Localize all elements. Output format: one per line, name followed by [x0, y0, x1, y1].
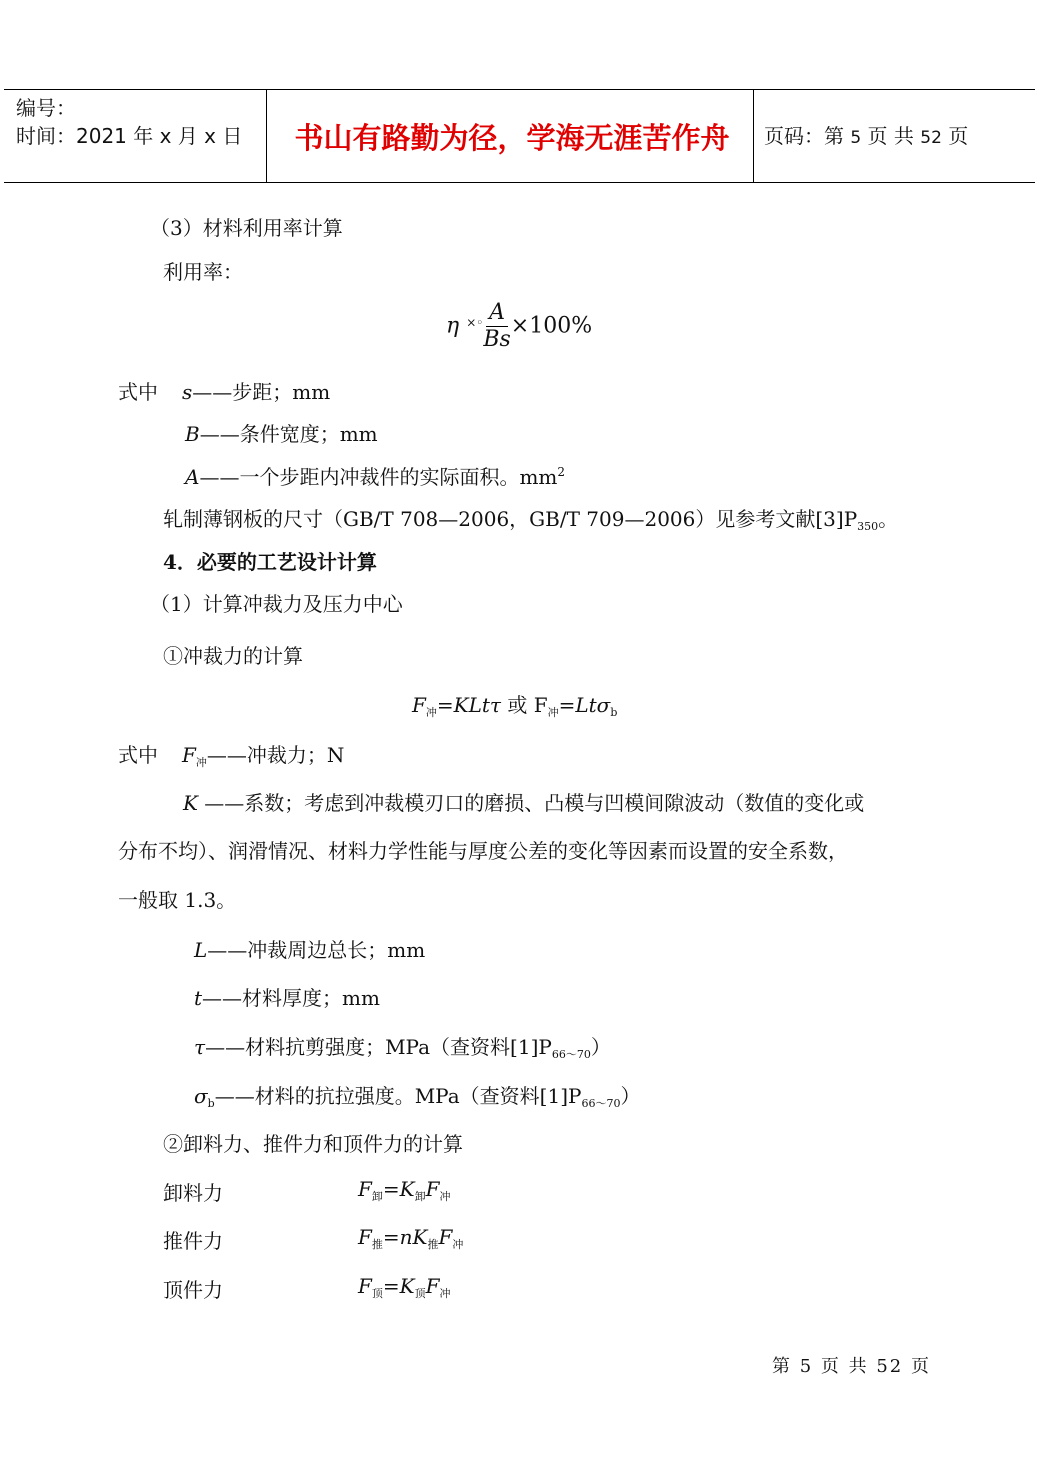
k-continuation-2: 一般取 1.3。: [118, 888, 237, 912]
push-eq: =nK: [382, 1225, 428, 1249]
t-definition: [194, 982, 380, 1011]
fraction-denominator: Bs: [483, 327, 511, 352]
push-f2: F: [438, 1225, 453, 1249]
top-f: F: [358, 1274, 372, 1298]
formula-fraction: [483, 300, 510, 353]
top-force-formula: [358, 1274, 450, 1301]
push-s3: 冲: [452, 1238, 464, 1251]
utilization-formula: [446, 300, 592, 353]
f-text: ——冲裁力；N: [206, 743, 345, 767]
page-mid: 页 共: [867, 124, 914, 148]
a-definition: [185, 461, 565, 490]
section-4-title: 4．必要的工艺设计计算: [163, 550, 377, 574]
tau-end: ）: [590, 1035, 611, 1059]
fraction-numerator: A: [486, 300, 508, 327]
b-definition: [185, 418, 378, 447]
page-prefix: 页码：第: [764, 124, 844, 148]
l-symbol: L: [194, 938, 208, 962]
s-definition: [118, 376, 330, 405]
page-number: 5: [850, 128, 862, 148]
eta-glyph: ×◦: [466, 315, 484, 330]
page-suffix: 页: [948, 124, 969, 148]
header-left: [16, 94, 242, 150]
tau-definition: [194, 1031, 611, 1062]
b-symbol: B: [185, 422, 200, 446]
tau-sub: 66～70: [551, 1048, 591, 1061]
l-text: ——冲裁周边总长；mm: [207, 938, 426, 962]
force-sub2: 冲: [547, 706, 559, 719]
sigma-sub: 66～70: [581, 1097, 621, 1110]
push-force-formula: [358, 1225, 463, 1252]
force-eq1: =KLtτ: [436, 693, 501, 717]
force-f: F: [412, 693, 426, 717]
l-definition: [194, 934, 425, 963]
t-text: ——材料厚度；mm: [202, 986, 380, 1010]
s-text: ——步距；mm: [192, 380, 331, 404]
util-label: 利用率：: [163, 260, 243, 284]
top-s1: 顶: [371, 1287, 383, 1300]
page-footer: 第 5 页 共 52 页: [772, 1356, 931, 1377]
top-s3: 冲: [439, 1287, 451, 1300]
header-page-info: [764, 120, 968, 149]
f-prefix: 式中: [118, 743, 158, 767]
number-label: 编号：: [16, 96, 76, 120]
push-s2: 推: [427, 1238, 439, 1251]
unload-force-label: 卸料力: [163, 1181, 223, 1205]
sigma-text: ——材料的抗拉强度。MPa（查资料[1]P: [214, 1084, 582, 1108]
f-symbol: F: [182, 743, 196, 767]
def-prefix: 式中: [118, 380, 158, 404]
unload-s3: 冲: [439, 1190, 451, 1203]
top-f2: F: [425, 1274, 440, 1298]
sigma-symbol: σ: [194, 1084, 208, 1108]
s-symbol: s: [182, 380, 193, 404]
push-s1: 推: [371, 1238, 383, 1251]
sigma-symsub: b: [207, 1097, 215, 1110]
top-force-label: 顶件力: [163, 1278, 223, 1302]
force-sub1: 冲: [425, 706, 437, 719]
unload-s2: 卸: [414, 1190, 426, 1203]
header-motto: 书山有路勤为径，学海无涯苦作舟: [294, 120, 730, 155]
steel-sub: 350: [857, 520, 879, 533]
k-text: ——系数；考虑到冲裁模刃口的磨损、凸模与凹模间隙波动（数值的变化或: [197, 791, 865, 815]
tau-symbol: τ: [194, 1035, 206, 1059]
unload-f2: F: [425, 1177, 440, 1201]
item-1-title: ①冲裁力的计算: [163, 644, 303, 668]
f-sub: 冲: [195, 756, 207, 769]
t-symbol: t: [194, 986, 203, 1010]
top-eq: =K: [382, 1274, 415, 1298]
top-s2: 顶: [414, 1287, 426, 1300]
unload-eq: =K: [382, 1177, 415, 1201]
k-definition: [183, 787, 864, 816]
header-divider-left: [266, 90, 267, 182]
force-eq2: =Ltσ: [558, 693, 611, 717]
unload-f: F: [358, 1177, 372, 1201]
eta-symbol: η: [446, 313, 460, 339]
force-formula: [412, 689, 617, 720]
push-force-label: 推件力: [163, 1229, 223, 1253]
tau-text: ——材料抗剪强度；MPa（查资料[1]P: [205, 1035, 552, 1059]
push-f: F: [358, 1225, 372, 1249]
force-or: 或 F: [500, 693, 548, 717]
sigma-definition: [194, 1080, 640, 1111]
force-sub3: b: [610, 706, 618, 719]
sigma-end: ）: [620, 1084, 641, 1108]
item-2-title: ②卸料力、推件力和顶件力的计算: [163, 1132, 463, 1156]
k-continuation-1: 分布不均）、润滑情况、材料力学性能与厚度公差的变化等因素而设置的安全系数，: [118, 839, 848, 863]
time-label: 时间：2021 年 x 月 x 日: [16, 124, 243, 148]
a-symbol: A: [185, 465, 200, 489]
f-definition: [118, 739, 344, 770]
page-header: [4, 89, 1035, 183]
section-4-1-title: （1）计算冲裁力及压力中心: [150, 592, 403, 616]
a-sup: 2: [557, 465, 566, 479]
steel-reference: [163, 503, 898, 533]
unload-force-formula: [358, 1177, 450, 1204]
unload-s1: 卸: [371, 1190, 383, 1203]
b-text: ——条件宽度；mm: [199, 422, 378, 446]
steel-text: 轧制薄钢板的尺寸（GB/T 708—2006，GB/T 709—2006）见参考文献[3]P: [163, 507, 858, 531]
section-3-title: （3）材料利用率计算: [150, 216, 343, 240]
k-symbol: K: [183, 791, 198, 815]
page-total: 52: [920, 128, 942, 148]
formula-tail: ×100%: [510, 313, 593, 339]
steel-end: 。: [878, 507, 899, 531]
a-text: ——一个步距内冲裁件的实际面积。mm: [199, 465, 558, 489]
